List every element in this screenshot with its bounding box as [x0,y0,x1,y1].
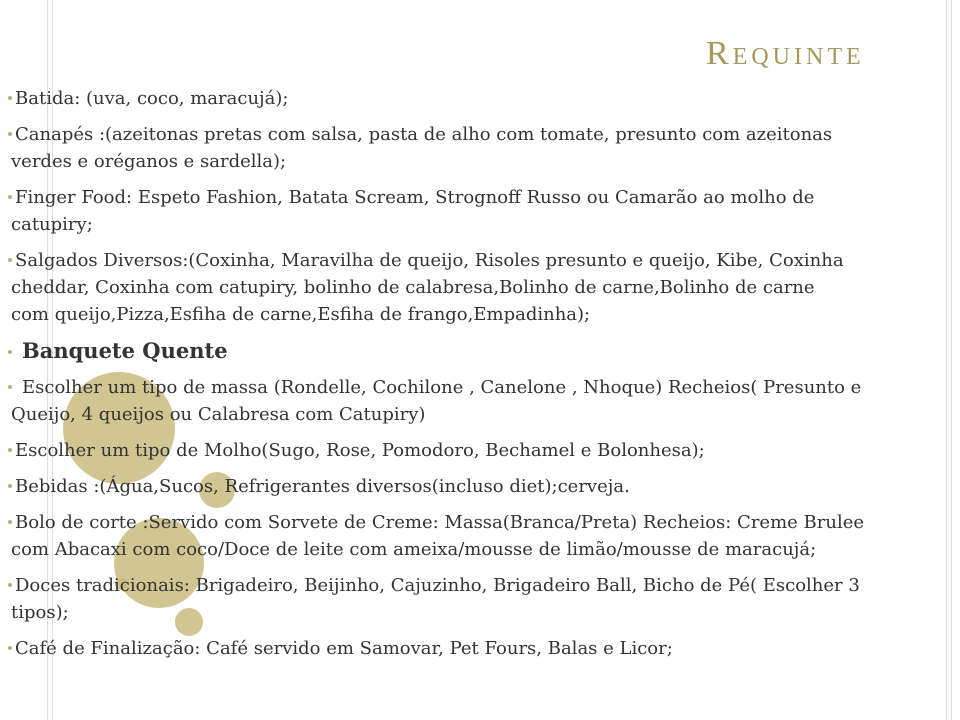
bullet-icon [8,350,12,354]
list-item-line: cheddar, Coxinha com catupiry, bolinho de calabresa,Bolinho de carne,Bolinho de carne [11,277,815,298]
bullet-icon [8,520,12,524]
list-item-text: Bolo de corte :Servido com Sorvete de Creme: Massa(Branca/Preta) Recheios: Creme Brulee [15,512,865,533]
list-item-text: Bebidas :(Água,Sucos, Refrigerantes diversos(incluso diet);cerveja. [15,476,630,497]
list-item-line [0,509,960,536]
bullet-icon [8,385,12,389]
list-item-text: Batida: (uva, coco, maracujá); [15,88,289,109]
list-item-text: Canapés :(azeitonas pretas com salsa, pasta de alho com tomate, presunto com azeitonas [15,124,833,145]
list-item-line [0,635,960,662]
list-item-line [0,572,960,599]
bullet-icon [8,132,12,136]
section-heading-text: Banquete Quente [22,338,228,363]
list-item-line: com queijo,Pizza,Esfiha de carne,Esfiha de frango,Empadinha); [11,304,591,325]
list-item-line [0,121,960,148]
list-item-line: tipos); [11,602,69,623]
list-item [0,509,960,563]
list-item-line [0,247,960,274]
list-item-text: Escolher um tipo de massa (Rondelle, Cochilone , Canelone , Nhoque) Recheios( Presunto e [22,377,862,398]
bullet-icon [8,258,12,262]
list-item-text: Finger Food: Espeto Fashion, Batata Scream, Strognoff Russo ou Camarão ao molho de [15,187,815,208]
list-item-line [0,473,960,500]
list-item-line: Queijo, 4 queijos ou Calabresa com Catupiry) [11,404,426,425]
list-item [0,635,960,662]
list-item-line [0,437,960,464]
list-item-line [0,374,960,401]
bullet-icon [8,448,12,452]
bullet-icon [8,96,12,100]
list-item-text: Café de Finalização: Café servido em Samovar, Pet Fours, Balas e Licor; [15,638,673,659]
list-item [0,437,960,464]
slide-title: Requinte [706,35,865,72]
list-item [0,572,960,626]
list-item-text: Salgados Diversos:(Coxinha, Maravilha de queijo, Risoles presunto e queijo, Kibe, Coxinha [15,250,844,271]
list-item-line: com Abacaxi com coco/Doce de leite com ameixa/mousse de limão/mousse de maracujá; [11,539,817,560]
list-item [0,374,960,428]
list-item-line: verdes e oréganos e sardella); [11,151,287,172]
list-item [0,247,960,328]
list-item [0,121,960,175]
menu-list [0,85,960,671]
list-item-line [0,184,960,211]
list-item [0,85,960,112]
list-item-line [0,85,960,112]
list-item-text: Doces tradicionais: Brigadeiro, Beijinho, Cajuzinho, Brigadeiro Ball, Bicho de Pé( Escolher 3 [15,575,860,596]
list-item [0,184,960,238]
list-item-line [0,337,960,365]
bullet-icon [8,195,12,199]
list-item-text: Escolher um tipo de Molho(Sugo, Rose, Pomodoro, Bechamel e Bolonhesa); [15,440,705,461]
list-item [0,473,960,500]
bullet-icon [8,583,12,587]
bullet-icon [8,646,12,650]
bullet-icon [8,484,12,488]
list-item-line: catupiry; [11,214,93,235]
section-heading [0,337,960,365]
